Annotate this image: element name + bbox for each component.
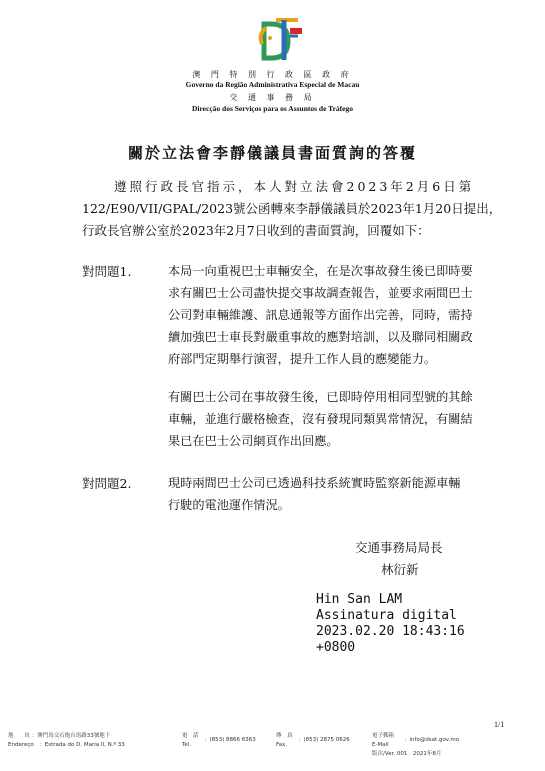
paragraph-line: 行駛的電池運作情況。 xyxy=(168,498,290,512)
paragraph-line: 續加強巴士車長對嚴重事故的應對培訓，以及聯同相關政 xyxy=(168,330,473,344)
email-address: ：info@dsat.gov.mo xyxy=(404,737,460,743)
footer-address xyxy=(8,732,125,750)
paragraph-line: 求有關巴士公司盡快提交事故調查報告，並要求兩間巴士 xyxy=(168,286,473,300)
intro-paragraph xyxy=(82,176,512,242)
paragraph-line: 本局一向重視巴士車輛安全，在是次事故發生後已即時要 xyxy=(168,264,473,278)
digital-signature-line: Assinatura digital xyxy=(316,608,457,623)
address-zh: 澳門馬交石炮台馬路33號地下 xyxy=(37,733,111,739)
dept-name-pt: Direcção dos Serviços para os Assuntos de Tráfego xyxy=(191,104,354,113)
paragraph-line: 有關巴士公司在事故發生後，已即時停用相同型號的其餘 xyxy=(168,390,473,404)
intro-line: 遵照行政長官指示，本人對立法會2023年2月6日第 xyxy=(114,179,475,194)
email-label-pt: E-Mail xyxy=(372,742,389,748)
page-number: 1/1 xyxy=(494,720,505,729)
digital-signature-line: Hin San LAM xyxy=(316,592,403,607)
paragraph-line: 果已在巴士公司網頁作出回應。 xyxy=(168,434,339,448)
version-info: 版次/Ver. 001 2021年8月 xyxy=(372,751,442,757)
digital-signature xyxy=(316,592,465,656)
q2-label: 對問題2. xyxy=(82,476,132,491)
signatory-name: 林衍新 xyxy=(381,562,419,577)
phone-label-pt: Tel. xyxy=(182,742,192,748)
paragraph-line: 公司對車輛維護、訊息通報等方面作出完善，同時，需持 xyxy=(168,308,473,322)
footer-fax xyxy=(276,732,293,750)
q1-label: 對問題1. xyxy=(82,264,132,279)
intro-line: 行政長官辦公室於2023年2月7日收到的書面質詢，回覆如下： xyxy=(82,223,430,238)
org-name-zh: 澳 門 特 別 行 政 區 政 府 xyxy=(192,70,353,79)
footer-phone xyxy=(182,732,199,750)
digital-signature-line: +0800 xyxy=(316,640,356,655)
address-label-pt: Endereço ： xyxy=(8,742,45,748)
fax-label-pt: Fax. xyxy=(276,742,288,748)
page-title: 關於立法會李靜儀議員書面質詢的答覆 xyxy=(127,144,417,162)
phone-label-zh: 電 話 xyxy=(182,733,199,739)
intro-line: 122/E90/VII/GPAL/2023號公函轉來李靜儀議員於2023年1月20日提出， xyxy=(82,201,502,216)
address-label-zh: 地 址 ： xyxy=(8,733,38,739)
q2-paragraph xyxy=(168,472,513,516)
footer-email xyxy=(372,732,394,750)
dsat-logo xyxy=(254,14,304,64)
paragraph-line: 現時兩間巴士公司已透過科技系統實時監察新能源車輛 xyxy=(168,476,461,490)
paragraph-line: 車輛，並進行嚴格檢查，沒有發現同類異常情況，有關結 xyxy=(168,412,473,426)
fax-label-zh: 傳 真 xyxy=(276,733,293,739)
fax-number: ：(853) 2875 0626 xyxy=(298,737,350,743)
paragraph-line: 府部門定期舉行演習，提升工作人員的應變能力。 xyxy=(168,352,437,366)
q1-paragraph-2 xyxy=(168,386,513,452)
q1-paragraph-1 xyxy=(168,260,513,370)
org-name-pt: Governo da Região Administrativa Especial de Macau xyxy=(185,80,360,89)
phone-number: ：(853) 8866 6363 xyxy=(204,737,256,743)
address-pt: Estrada do D. Maria II, N.º 33 xyxy=(44,742,125,748)
email-label-zh: 電子郵箱 xyxy=(372,733,395,739)
signatory-position: 交通事務局局長 xyxy=(355,540,443,555)
dept-name-zh: 交 通 事 務 局 xyxy=(229,93,316,102)
digital-signature-line: 2023.02.20 18:43:16 xyxy=(316,624,465,639)
